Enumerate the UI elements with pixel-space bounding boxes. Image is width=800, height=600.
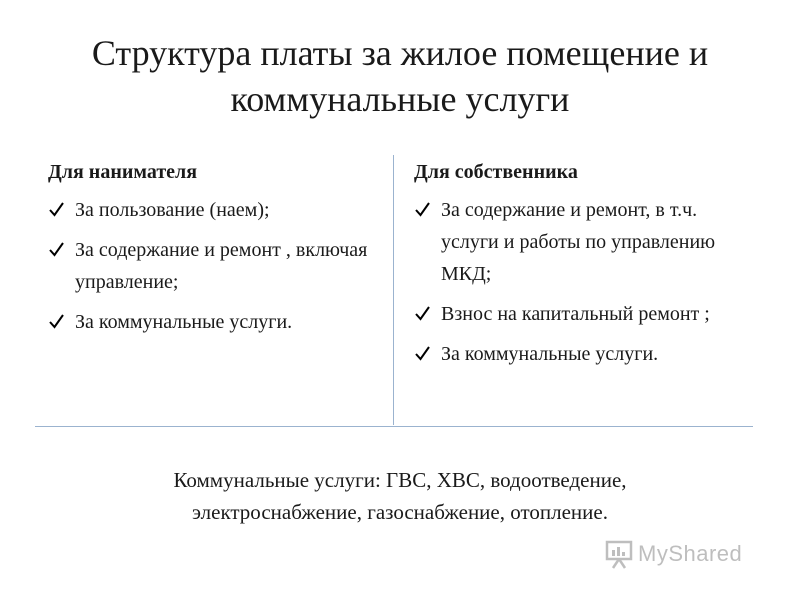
- list-item-text: За содержание и ремонт, в т.ч. услуги и работы по управлению МКД;: [441, 199, 716, 285]
- list-item: [48, 306, 378, 338]
- list-item: [414, 338, 759, 370]
- tenant-list: [48, 194, 378, 338]
- checkmark-icon: [414, 345, 431, 362]
- presentation-board-icon: [604, 538, 634, 570]
- list-item-text: За коммунальные услуги.: [441, 343, 659, 365]
- tenant-column: [48, 158, 378, 346]
- utilities-note-line-1: Коммунальные услуги: ГВС, ХВС, водоотведение,: [173, 468, 627, 492]
- list-item-text: За коммунальные услуги.: [75, 311, 293, 333]
- owner-column: [414, 158, 759, 378]
- list-item-text: Взнос на капитальный ремонт ;: [441, 303, 710, 325]
- list-item-text: За пользование (наем);: [75, 199, 270, 221]
- utilities-note: [70, 464, 730, 528]
- slide-title-line-1: Структура платы за жилое помещение и: [91, 33, 709, 73]
- list-item: [48, 194, 378, 226]
- list-item: [414, 194, 759, 290]
- slide-title-line-2: коммунальные услуги: [230, 79, 570, 119]
- list-item: [48, 234, 378, 298]
- utilities-note-line-2: электроснабжение, газоснабжение, отопление.: [192, 500, 608, 524]
- checkmark-icon: [48, 313, 65, 330]
- horizontal-divider: [35, 426, 753, 427]
- slide-title: [40, 30, 760, 122]
- watermark-text: MyShared: [638, 541, 743, 566]
- checkmark-icon: [414, 201, 431, 218]
- tenant-heading: Для нанимателя: [48, 161, 198, 183]
- owner-list: [414, 194, 759, 370]
- owner-heading: Для собственника: [414, 161, 578, 183]
- watermark: [604, 538, 742, 570]
- checkmark-icon: [48, 201, 65, 218]
- vertical-divider: [393, 155, 394, 425]
- checkmark-icon: [48, 241, 65, 258]
- list-item-text: За содержание и ремонт , включая управление;: [75, 239, 368, 293]
- checkmark-icon: [414, 305, 431, 322]
- list-item: [414, 298, 759, 330]
